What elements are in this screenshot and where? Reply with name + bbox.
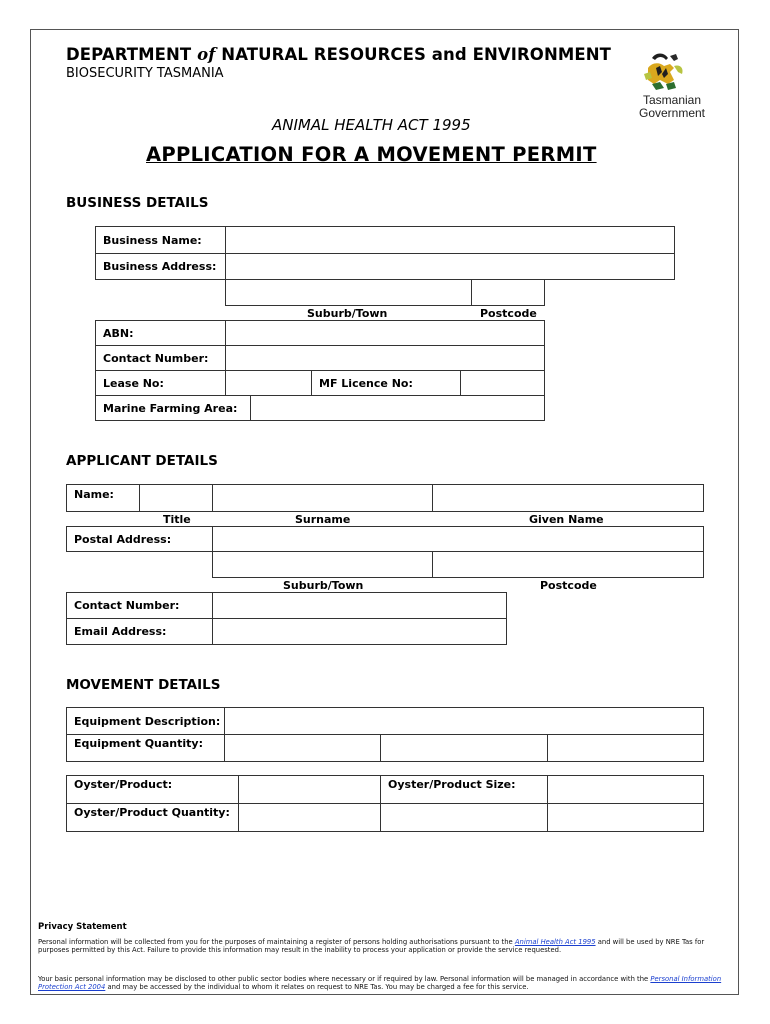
business-name-label: Business Name: — [95, 226, 226, 254]
oyster-product-size-field[interactable] — [547, 775, 704, 804]
business-details-heading: BUSINESS DETAILS — [66, 195, 209, 211]
business-contact-field[interactable] — [225, 345, 545, 371]
business-address-label: Business Address: — [95, 253, 226, 280]
form-title: APPLICATION FOR A MOVEMENT PERMIT — [146, 143, 597, 166]
business-name-field[interactable] — [225, 226, 675, 254]
marine-farming-area-field[interactable] — [250, 395, 545, 421]
business-postcode-caption: Postcode — [480, 307, 537, 320]
animal-health-act-link[interactable]: Animal Health Act 1995 — [514, 938, 596, 946]
oyster-product-label: Oyster/Product: — [66, 775, 239, 804]
business-suburb-caption: Suburb/Town — [307, 307, 388, 320]
marine-farming-area-label: Marine Farming Area: — [95, 395, 251, 421]
oyster-product-quantity-field-1[interactable] — [238, 803, 381, 832]
title-caption: Title — [163, 513, 191, 526]
mf-licence-field[interactable] — [460, 370, 545, 396]
privacy-paragraph-1: Personal information will be collected from you for the purposes of maintaining a register of persons holding authorisations pursuant to the Animal Health Act 1995 and will be used by NRE Tas for purposes permitted by this Act. Failure to provide this information may result in the inability to process your application or provide the service requested. — [38, 938, 705, 955]
applicant-details-heading: APPLICANT DETAILS — [66, 453, 218, 469]
equipment-quantity-label: Equipment Quantity: — [66, 734, 225, 762]
subdepartment: BIOSECURITY TASMANIA — [66, 66, 224, 81]
oyster-product-quantity-field-2[interactable] — [380, 803, 548, 832]
business-suburb-field[interactable] — [225, 279, 472, 306]
surname-caption: Surname — [295, 513, 351, 526]
business-address-field[interactable] — [225, 253, 675, 280]
equipment-quantity-field-2[interactable] — [380, 734, 548, 762]
oyster-product-field[interactable] — [238, 775, 381, 804]
privacy-act-link[interactable]: Personal Information Protection Act 2004 — [38, 975, 722, 992]
thylacine-logo-icon — [630, 50, 714, 98]
equipment-description-field[interactable] — [224, 707, 704, 735]
postal-address-field[interactable] — [212, 526, 704, 552]
logo-text: Tasmanian Government — [638, 93, 706, 120]
applicant-postcode-caption: Postcode — [540, 579, 597, 592]
abn-field[interactable] — [225, 320, 545, 346]
given-name-field[interactable] — [432, 484, 704, 512]
applicant-contact-label: Contact Number: — [66, 592, 213, 619]
mf-licence-label: MF Licence No: — [311, 370, 461, 396]
email-address-label: Email Address: — [66, 618, 213, 645]
lease-no-field[interactable] — [225, 370, 312, 396]
act-subtitle: ANIMAL HEALTH ACT 1995 — [272, 116, 471, 134]
oyster-product-size-label: Oyster/Product Size: — [380, 775, 548, 804]
equipment-quantity-field-1[interactable] — [224, 734, 381, 762]
department-title: DEPARTMENT of NATURAL RESOURCES and ENVIRONMENT — [66, 45, 612, 64]
oyster-product-quantity-label: Oyster/Product Quantity: — [66, 803, 239, 832]
abn-label: ABN: — [95, 320, 226, 346]
privacy-heading: Privacy Statement — [38, 922, 127, 932]
applicant-contact-field[interactable] — [212, 592, 507, 619]
privacy-paragraph-2: Your basic personal information may be disclosed to other public sector bodies where necessary or if required by law. Personal information will be managed in accordance with the Personal Information Protection Act 2004 and may be accessed by the individual to whom it relates on request to NRE Tas. You may be charged a fee for this service. — [38, 975, 722, 992]
equipment-description-label: Equipment Description: — [66, 707, 225, 735]
applicant-suburb-caption: Suburb/Town — [283, 579, 364, 592]
given-name-caption: Given Name — [529, 513, 604, 526]
page-border — [30, 29, 739, 995]
oyster-product-quantity-field-3[interactable] — [547, 803, 704, 832]
surname-field[interactable] — [212, 484, 433, 512]
applicant-postcode-field[interactable] — [432, 551, 704, 578]
postal-address-label: Postal Address: — [66, 526, 213, 552]
applicant-name-label: Name: — [66, 484, 140, 512]
business-postcode-field[interactable] — [471, 279, 545, 306]
movement-details-heading: MOVEMENT DETAILS — [66, 677, 221, 693]
applicant-suburb-field[interactable] — [212, 551, 433, 578]
lease-no-label: Lease No: — [95, 370, 226, 396]
title-field[interactable] — [139, 484, 213, 512]
email-address-field[interactable] — [212, 618, 507, 645]
business-contact-label: Contact Number: — [95, 345, 226, 371]
equipment-quantity-field-3[interactable] — [547, 734, 704, 762]
